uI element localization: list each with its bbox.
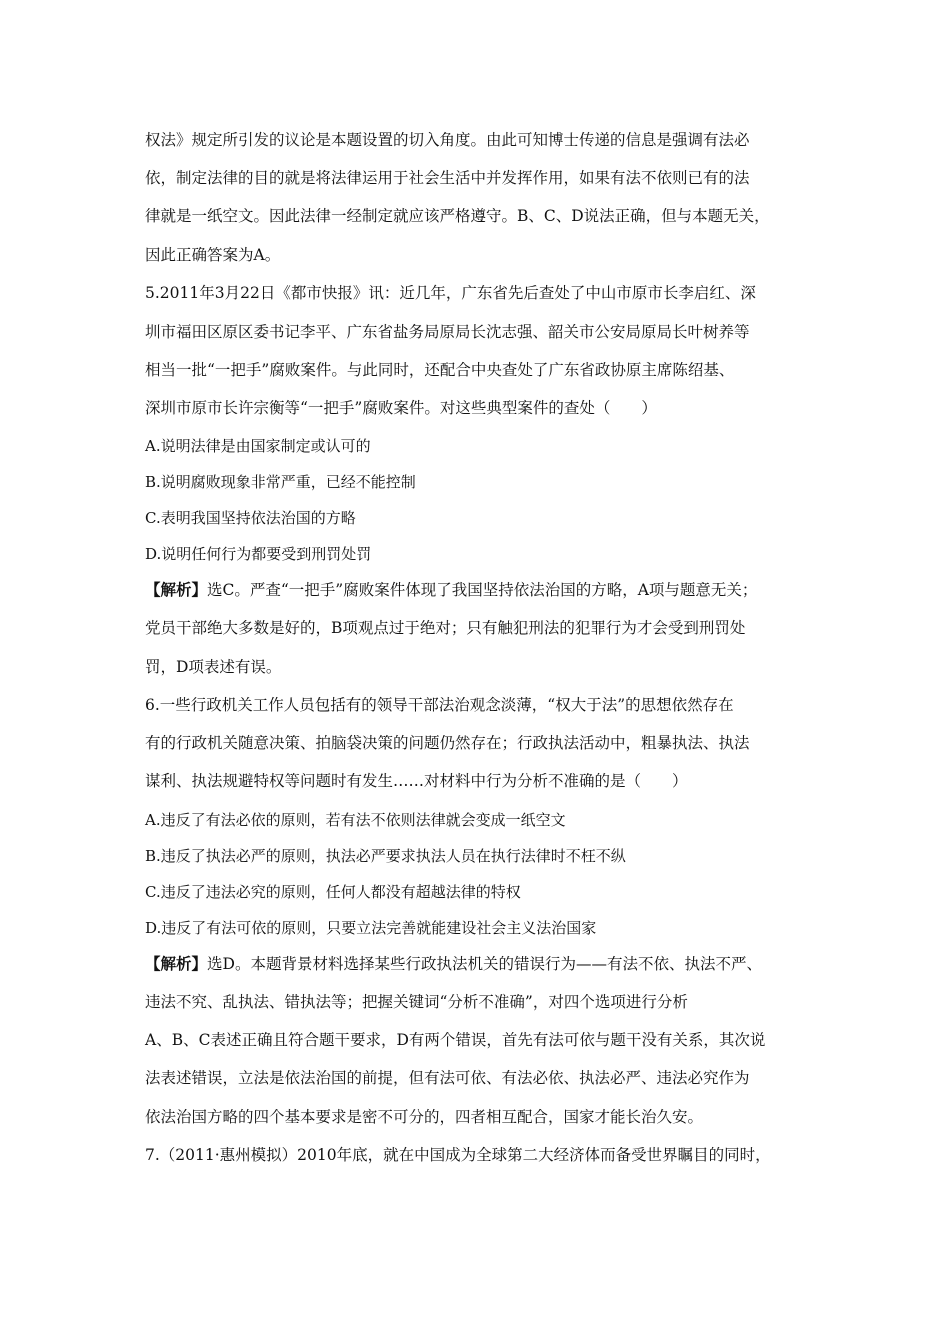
text-line: 因此正确答案为A。 [145,246,281,264]
question-6-analysis [145,954,815,974]
question-6-analysis: 依法治国方略的四个基本要求是密不可分的，四者相互配合，国家才能长治久安。 [145,1108,704,1126]
question-5-stem: 深圳市原市长许宗衡等“一把手”腐败案件。对这些典型案件的查处（ ） [145,399,657,417]
question-6-stem: 谋利、执法规避特权等问题时有发生……对材料中行为分析不准确的是（ ） [145,772,688,790]
text-line: 律就是一纸空文。因此法律一经制定就应该严格遵守。B、C、D说法正确，但与本题无关， [145,207,770,225]
question-5-stem: 圳市福田区原区委书记李平、广东省盐务局原局长沈志强、韶关市公安局原局长叶树养等 [145,323,750,341]
analysis-label: 【解析】 [145,580,208,599]
question-6-option-d: D.违反了有法可依的原则，只要立法完善就能建设社会主义法治国家 [145,919,597,937]
question-5-analysis [145,580,815,600]
question-5-analysis: 罚，D项表述有误。 [145,658,282,676]
text-line: 依，制定法律的目的就是将法律运用于社会生活中并发挥作用，如果有法不依则已有的法 [145,169,750,187]
question-5-stem: 相当一批“一把手”腐败案件。与此同时，还配合中央查处了广东省政协原主席陈绍基、 [145,361,735,379]
question-6-analysis: 法表述错误，立法是依法治国的前提，但有法可依、有法必依、执法必严、违法必究作为 [145,1069,750,1087]
analysis-label: 【解析】 [145,954,208,973]
question-5-option-c: C.表明我国坚持依法治国的方略 [145,509,356,527]
question-6-analysis: A、B、C表述正确且符合题干要求，D有两个错误，首先有法可依与题干没有关系，其次说 [145,1031,766,1049]
analysis-text: 选D。本题背景材料选择某些行政执法机关的错误行为——有法不依、执法不严、 [207,955,762,973]
question-5-option-b: B.说明腐败现象非常严重，已经不能控制 [145,473,416,491]
question-5-analysis: 党员干部绝大多数是好的，B项观点过于绝对；只有触犯刑法的犯罪行为才会受到刑罚处 [145,619,746,637]
question-5-stem: 5.2011年3月22日《都市快报》讯：近几年，广东省先后查处了中山市原市长李启红、深 [145,284,756,302]
question-5-option-a: A.说明法律是由国家制定或认可的 [145,437,371,455]
question-6-option-c: C.违反了违法必究的原则，任何人都没有超越法律的特权 [145,883,521,901]
analysis-text: 选C。严查“一把手”腐败案件体现了我国坚持依法治国的方略，A项与题意无关； [207,581,758,599]
question-6-stem: 有的行政机关随意决策、拍脑袋决策的问题仍然存在；行政执法活动中，粗暴执法、执法 [145,734,750,752]
question-6-stem: 6.一些行政机关工作人员包括有的领导干部法治观念淡薄，“权大于法”的思想依然存在 [145,696,734,714]
question-6-option-b: B.违反了执法必严的原则，执法必严要求执法人员在执行法律时不枉不纵 [145,847,626,865]
question-5-option-d: D.说明任何行为都要受到刑罚处罚 [145,545,372,563]
text-line: 权法》规定所引发的议论是本题设置的切入角度。由此可知博士传递的信息是强调有法必 [145,131,750,149]
question-7-stem: 7.（2011·惠州模拟）2010年底，就在中国成为全球第二大经济体而备受世界瞩目的同时， [145,1146,771,1164]
question-6-analysis: 违法不究、乱执法、错执法等；把握关键词“分析不准确”，对四个选项进行分析 [145,993,688,1011]
question-6-option-a: A.违反了有法必依的原则，若有法不依则法律就会变成一纸空文 [145,811,566,829]
